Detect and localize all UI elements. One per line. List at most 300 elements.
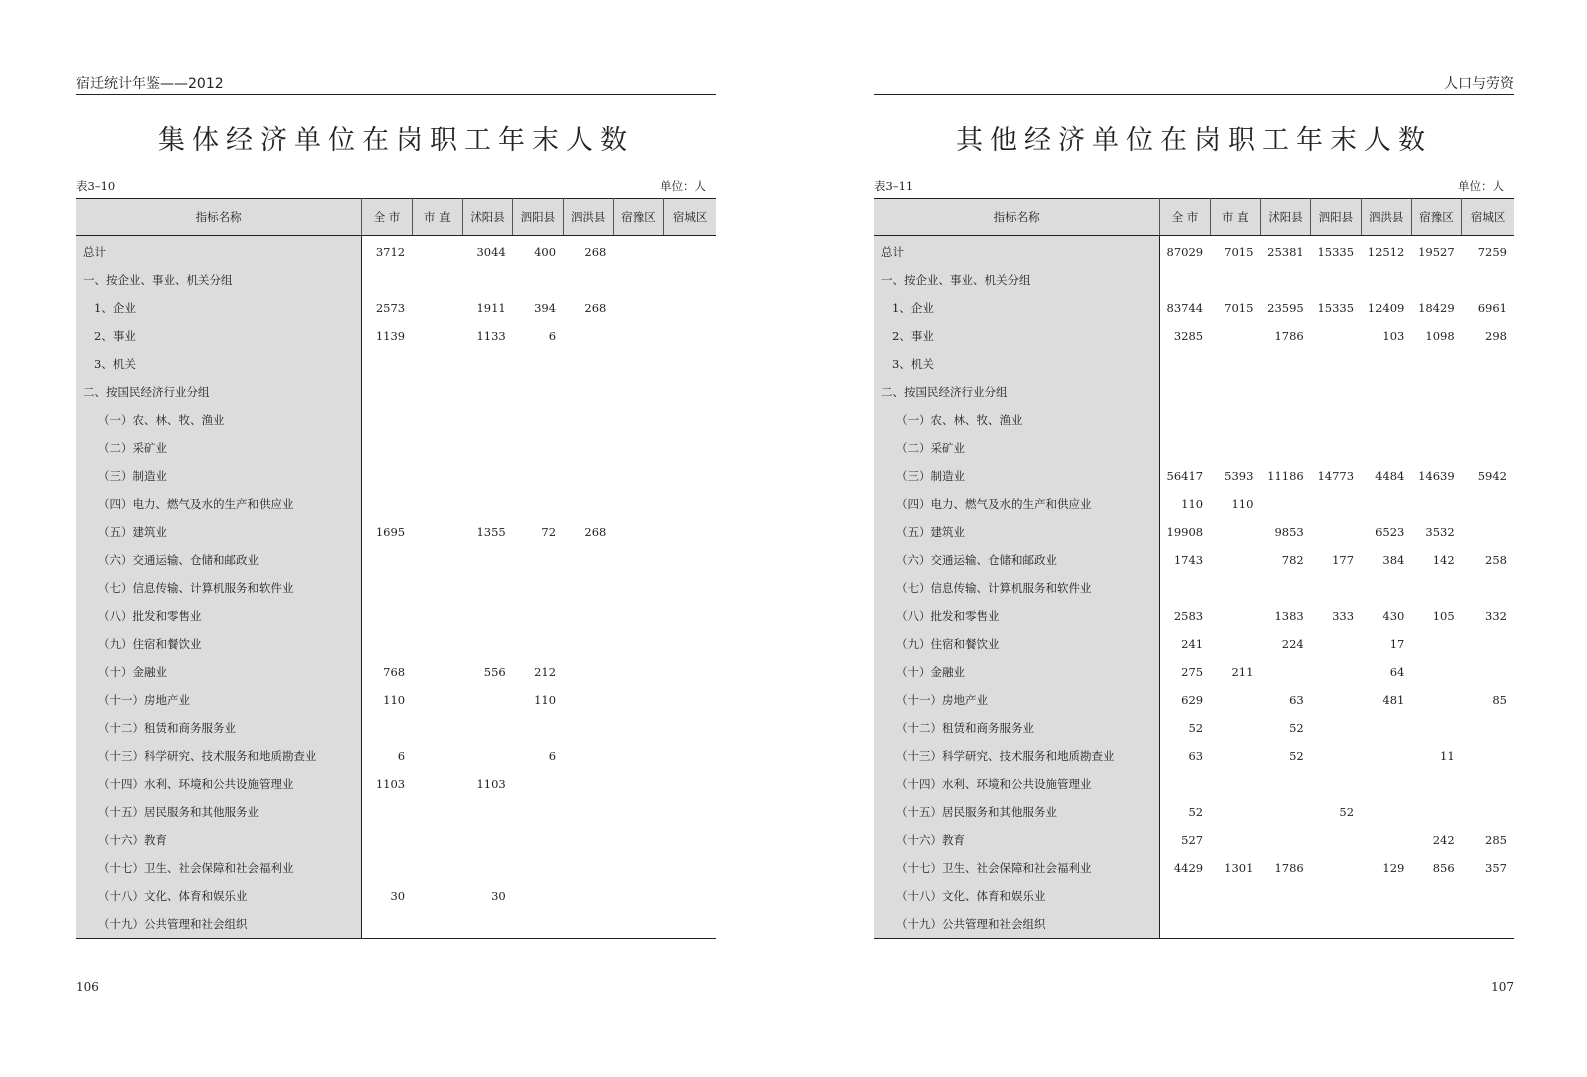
table-cell: 1098: [1425, 329, 1455, 343]
table-cell: [1361, 378, 1411, 406]
table-cell: 268: [584, 245, 607, 259]
table-row: [874, 294, 1514, 322]
table-cell: 25381: [1267, 245, 1304, 259]
table-cell: 1743: [1173, 553, 1204, 567]
table-row: [874, 574, 1514, 602]
table-cell: [563, 686, 613, 714]
table-cell: [1210, 378, 1260, 406]
table-cell: [513, 854, 563, 882]
table-row: [874, 742, 1514, 770]
table-cell: 63: [1289, 693, 1304, 707]
row-label: （九）住宿和餐饮业: [874, 630, 1160, 658]
table-cell: [1462, 490, 1514, 518]
table-cell: [664, 350, 716, 378]
table-cell: [1160, 406, 1210, 434]
table-cell: [563, 490, 613, 518]
row-label: （七）信息传输、计算机服务和软件业: [874, 574, 1160, 602]
table-cell: [412, 434, 462, 462]
table-cell: [1311, 658, 1361, 686]
table-cell: [563, 826, 613, 854]
table-row: [874, 434, 1514, 462]
table-cell: [563, 406, 613, 434]
table-cell: [1160, 770, 1210, 798]
table-cell: [1311, 854, 1361, 882]
table-cell: [1361, 910, 1411, 939]
table-cell: 7015: [1224, 301, 1254, 315]
row-label: （十九）公共管理和社会组织: [874, 910, 1160, 939]
column-header: 宿城区: [1462, 199, 1514, 236]
table-cell: [1411, 658, 1461, 686]
table-cell: 242: [1432, 833, 1455, 847]
table-cell: [1210, 546, 1260, 574]
table-cell: [563, 350, 613, 378]
table-cell: [1361, 826, 1411, 854]
row-label: （四）电力、燃气及水的生产和供应业: [874, 490, 1160, 518]
table-cell: 15335: [1317, 245, 1355, 259]
table-cell: [1260, 910, 1310, 939]
table-cell: [1411, 434, 1461, 462]
table-cell: [563, 266, 613, 294]
table-cell: 1786: [1274, 329, 1304, 343]
row-label: （十）金融业: [76, 658, 362, 686]
table-cell: [1462, 630, 1514, 658]
table-cell: [664, 378, 716, 406]
row-label: （十二）租赁和商务服务业: [874, 714, 1160, 742]
table-cell: [613, 686, 663, 714]
table-cell: [613, 658, 663, 686]
table-cell: [462, 434, 512, 462]
table-cell: [613, 714, 663, 742]
table-cell: [513, 630, 563, 658]
table-cell: [362, 798, 412, 826]
row-label: 一、按企业、事业、机关分组: [76, 266, 362, 294]
table-cell: 52: [1188, 805, 1204, 819]
table-cell: 268: [584, 301, 607, 315]
row-label: 总计: [874, 236, 1160, 267]
table-cell: [462, 490, 512, 518]
table-cell: 110: [383, 693, 406, 707]
table-cell: 3532: [1425, 525, 1455, 539]
table-cell: [1260, 406, 1310, 434]
table-cell: [412, 518, 462, 546]
table-cell: [1462, 350, 1514, 378]
table-cell: [462, 574, 512, 602]
table-cell: [1160, 378, 1210, 406]
table-cell: [1311, 910, 1361, 939]
table-cell: [1361, 882, 1411, 910]
table-cell: [412, 882, 462, 910]
table-cell: 212: [534, 665, 557, 679]
table-cell: [1260, 798, 1310, 826]
table-cell: 11: [1440, 749, 1455, 763]
table-cell: [664, 658, 716, 686]
table-cell: 856: [1432, 861, 1455, 875]
table-cell: 56417: [1166, 469, 1204, 483]
table-cell: [613, 406, 663, 434]
table-title: 其他经济单位在岗职工年末人数: [956, 125, 1432, 156]
table-cell: [1260, 574, 1310, 602]
table-cell: 17: [1389, 637, 1405, 651]
table-title: 集体经济单位在岗职工年末人数: [158, 125, 634, 156]
table-cell: 211: [1231, 665, 1254, 679]
table-cell: 357: [1485, 861, 1507, 875]
table-cell: [1462, 742, 1514, 770]
table-cell: 629: [1181, 693, 1204, 707]
table-row: [874, 686, 1514, 714]
table-cell: [412, 826, 462, 854]
table-cell: [1160, 434, 1210, 462]
table-cell: [563, 910, 613, 939]
table-cell: 782: [1281, 553, 1304, 567]
table-cell: [513, 714, 563, 742]
table-cell: [664, 434, 716, 462]
table-cell: [563, 658, 613, 686]
row-label: （五）建筑业: [874, 518, 1160, 546]
table-cell: 3044: [476, 245, 506, 259]
unit-label: 单位：人: [1458, 179, 1504, 193]
table-cell: 7015: [1224, 245, 1254, 259]
table-cell: 1355: [476, 525, 506, 539]
table-cell: 18429: [1418, 301, 1455, 315]
table-cell: [362, 630, 412, 658]
table-cell: [563, 854, 613, 882]
table-cell: [462, 406, 512, 434]
table-row: [76, 518, 716, 546]
table-cell: 6: [548, 749, 557, 763]
table-cell: [664, 266, 716, 294]
table-cell: [412, 350, 462, 378]
table-cell: [1462, 658, 1514, 686]
table-row: [874, 770, 1514, 798]
table-cell: [513, 350, 563, 378]
table-row: [874, 518, 1514, 546]
table-cell: [563, 798, 613, 826]
table-row: [76, 546, 716, 574]
table-cell: [613, 546, 663, 574]
table-cell: [1411, 910, 1461, 939]
table-cell: [664, 406, 716, 434]
table-cell: [664, 826, 716, 854]
row-label: （十六）教育: [76, 826, 362, 854]
table-cell: [1311, 490, 1361, 518]
table-cell: [1462, 882, 1514, 910]
table-cell: [462, 602, 512, 630]
table-cell: [613, 630, 663, 658]
table-cell: [513, 798, 563, 826]
table-row: [76, 770, 716, 798]
table-cell: 142: [1432, 553, 1455, 567]
table-cell: [1210, 798, 1260, 826]
table-cell: [362, 406, 412, 434]
table-cell: 9853: [1274, 525, 1304, 539]
table-cell: 224: [1281, 637, 1304, 651]
row-label: 二、按国民经济行业分组: [874, 378, 1160, 406]
table-cell: [1210, 406, 1260, 434]
row-label: （三）制造业: [874, 462, 1160, 490]
table-cell: 52: [1188, 721, 1204, 735]
column-header: 市 直: [1210, 199, 1260, 236]
table-cell: [613, 798, 663, 826]
table-cell: [664, 462, 716, 490]
row-label: （十三）科学研究、技术服务和地质勘查业: [874, 742, 1160, 770]
table-cell: [1411, 714, 1461, 742]
table-cell: 481: [1382, 693, 1405, 707]
table-row: [76, 910, 716, 939]
table-cell: [664, 518, 716, 546]
table-cell: [1210, 770, 1260, 798]
row-label: （十八）文化、体育和娱乐业: [874, 882, 1160, 910]
table-cell: [664, 630, 716, 658]
table-cell: [664, 770, 716, 798]
table-cell: [513, 462, 563, 490]
table-row: [874, 630, 1514, 658]
table-cell: [613, 854, 663, 882]
table-cell: 3712: [375, 245, 406, 259]
table-cell: 1695: [375, 525, 406, 539]
table-cell: [513, 434, 563, 462]
table-cell: [412, 294, 462, 322]
table-cell: [664, 910, 716, 939]
table-cell: [412, 490, 462, 518]
table-cell: [1361, 350, 1411, 378]
table-cell: [1361, 266, 1411, 294]
table-number: 表3–11: [874, 179, 914, 193]
table-cell: [1260, 826, 1310, 854]
table-cell: 298: [1485, 329, 1507, 343]
row-label: （十七）卫生、社会保障和社会福利业: [76, 854, 362, 882]
table-cell: 394: [534, 301, 557, 315]
table-cell: 110: [534, 693, 557, 707]
running-head: [874, 76, 1514, 95]
table-cell: [1210, 882, 1260, 910]
table-cell: 7259: [1477, 245, 1507, 259]
table-cell: [563, 322, 613, 350]
table-cell: [613, 322, 663, 350]
table-number: 表3–10: [76, 179, 116, 193]
table-cell: [462, 854, 512, 882]
table-row: [874, 462, 1514, 490]
running-head: [76, 76, 716, 95]
left-page: [76, 0, 716, 1077]
table-cell: [563, 434, 613, 462]
row-label: 1、企业: [874, 294, 1160, 322]
table-cell: 1911: [476, 301, 506, 315]
table-cell: 3285: [1173, 329, 1204, 343]
table-cell: 400: [534, 245, 557, 259]
table-cell: [613, 742, 663, 770]
table-cell: [513, 826, 563, 854]
table-cell: [563, 714, 613, 742]
table-cell: [1210, 630, 1260, 658]
table-cell: [1311, 826, 1361, 854]
table-cell: [462, 742, 512, 770]
table-cell: [563, 770, 613, 798]
table-cell: [1311, 406, 1361, 434]
row-label: （一）农、林、牧、渔业: [76, 406, 362, 434]
table-cell: [513, 546, 563, 574]
row-label: 1、企业: [76, 294, 362, 322]
header-row: [76, 199, 716, 236]
table-cell: [1411, 770, 1461, 798]
column-header: 全 市: [362, 199, 412, 236]
table-cell: [664, 798, 716, 826]
table-cell: 63: [1188, 749, 1204, 763]
table-cell: [664, 854, 716, 882]
row-label: （十六）教育: [874, 826, 1160, 854]
table-row: [76, 294, 716, 322]
table-cell: 332: [1485, 609, 1507, 623]
table-row: [874, 882, 1514, 910]
table-cell: 4429: [1173, 861, 1204, 875]
table-cell: [462, 546, 512, 574]
page-number: 107: [1491, 980, 1514, 994]
column-header: 泗阳县: [1311, 199, 1361, 236]
table-cell: [1260, 434, 1310, 462]
table-cell: 110: [1231, 497, 1254, 511]
statistics-table: [76, 198, 716, 939]
page-number: 106: [76, 980, 99, 994]
table-cell: [1311, 350, 1361, 378]
table-cell: 4484: [1375, 469, 1405, 483]
table-cell: [462, 462, 512, 490]
table-cell: [362, 602, 412, 630]
table-cell: [613, 770, 663, 798]
table-cell: [412, 686, 462, 714]
table-row: [76, 714, 716, 742]
column-header: 泗洪县: [1361, 199, 1411, 236]
table-cell: [1210, 714, 1260, 742]
table-cell: [1210, 826, 1260, 854]
table-cell: 1103: [375, 777, 406, 791]
table-cell: [362, 826, 412, 854]
table-cell: [412, 854, 462, 882]
table-cell: [412, 658, 462, 686]
table-cell: [1210, 742, 1260, 770]
row-label: 2、事业: [874, 322, 1160, 350]
table-cell: [462, 266, 512, 294]
table-cell: [462, 350, 512, 378]
table-cell: [412, 714, 462, 742]
table-cell: [1361, 574, 1411, 602]
table-cell: [1210, 518, 1260, 546]
table-cell: [1160, 882, 1210, 910]
table-cell: 23595: [1267, 301, 1304, 315]
table-cell: [1311, 770, 1361, 798]
table-cell: [1462, 770, 1514, 798]
table-cell: 1301: [1224, 861, 1254, 875]
table-row: [76, 322, 716, 350]
column-header: 宿豫区: [613, 199, 663, 236]
table-cell: [362, 910, 412, 939]
table-cell: 1383: [1274, 609, 1304, 623]
table-cell: 177: [1332, 553, 1355, 567]
statistics-table: [874, 198, 1514, 939]
table-cell: [462, 378, 512, 406]
table-cell: 19527: [1418, 245, 1455, 259]
table-cell: [1210, 434, 1260, 462]
table-row: [76, 602, 716, 630]
table-cell: [664, 882, 716, 910]
table-cell: [1361, 406, 1411, 434]
table-cell: [664, 574, 716, 602]
table-cell: [664, 686, 716, 714]
table-cell: [1462, 910, 1514, 939]
table-cell: [1311, 742, 1361, 770]
table-meta: [874, 178, 1514, 194]
table-cell: [664, 322, 716, 350]
table-cell: 72: [541, 525, 557, 539]
table-cell: [513, 770, 563, 798]
table-cell: [1210, 602, 1260, 630]
table-cell: [613, 378, 663, 406]
table-cell: 11186: [1267, 469, 1304, 483]
table-row: [874, 658, 1514, 686]
running-head-text: 宿迁统计年鉴——2012: [76, 76, 224, 92]
table-cell: [1411, 630, 1461, 658]
table-cell: 83744: [1166, 301, 1204, 315]
table-row: [76, 378, 716, 406]
table-cell: 85: [1492, 693, 1507, 707]
table-cell: [513, 378, 563, 406]
table-cell: [1260, 882, 1310, 910]
table-row: [874, 322, 1514, 350]
table-cell: 285: [1485, 833, 1507, 847]
table-cell: [362, 854, 412, 882]
column-header: 全 市: [1160, 199, 1210, 236]
table-cell: [362, 434, 412, 462]
table-cell: [362, 266, 412, 294]
table-cell: 333: [1332, 609, 1355, 623]
table-cell: 14639: [1418, 469, 1455, 483]
table-cell: [613, 294, 663, 322]
table-cell: [664, 546, 716, 574]
table-cell: [1311, 574, 1361, 602]
table-cell: 1139: [375, 329, 406, 343]
table-cell: [563, 574, 613, 602]
table-cell: [362, 378, 412, 406]
table-row: [76, 798, 716, 826]
table-cell: [1361, 770, 1411, 798]
table-cell: 2573: [375, 301, 406, 315]
table-cell: [513, 910, 563, 939]
table-row: [874, 910, 1514, 939]
table-cell: [1210, 910, 1260, 939]
table-cell: [613, 910, 663, 939]
table-cell: [513, 266, 563, 294]
column-header: 泗阳县: [513, 199, 563, 236]
row-label: （八）批发和零售业: [76, 602, 362, 630]
row-label: （十五）居民服务和其他服务业: [76, 798, 362, 826]
table-row: [874, 406, 1514, 434]
table-cell: [1160, 350, 1210, 378]
table-cell: [362, 574, 412, 602]
table-cell: [664, 236, 716, 267]
table-cell: [1462, 714, 1514, 742]
table-cell: [1462, 518, 1514, 546]
column-header: 宿城区: [664, 199, 716, 236]
table-cell: [1260, 770, 1310, 798]
table-cell: [613, 236, 663, 267]
table-cell: [664, 602, 716, 630]
table-cell: 110: [1181, 497, 1204, 511]
table-row: [76, 686, 716, 714]
table-cell: [362, 490, 412, 518]
table-cell: [613, 574, 663, 602]
table-cell: [1361, 434, 1411, 462]
table-cell: [1160, 910, 1210, 939]
table-cell: 556: [483, 665, 506, 679]
unit-label: 单位：人: [660, 179, 706, 193]
